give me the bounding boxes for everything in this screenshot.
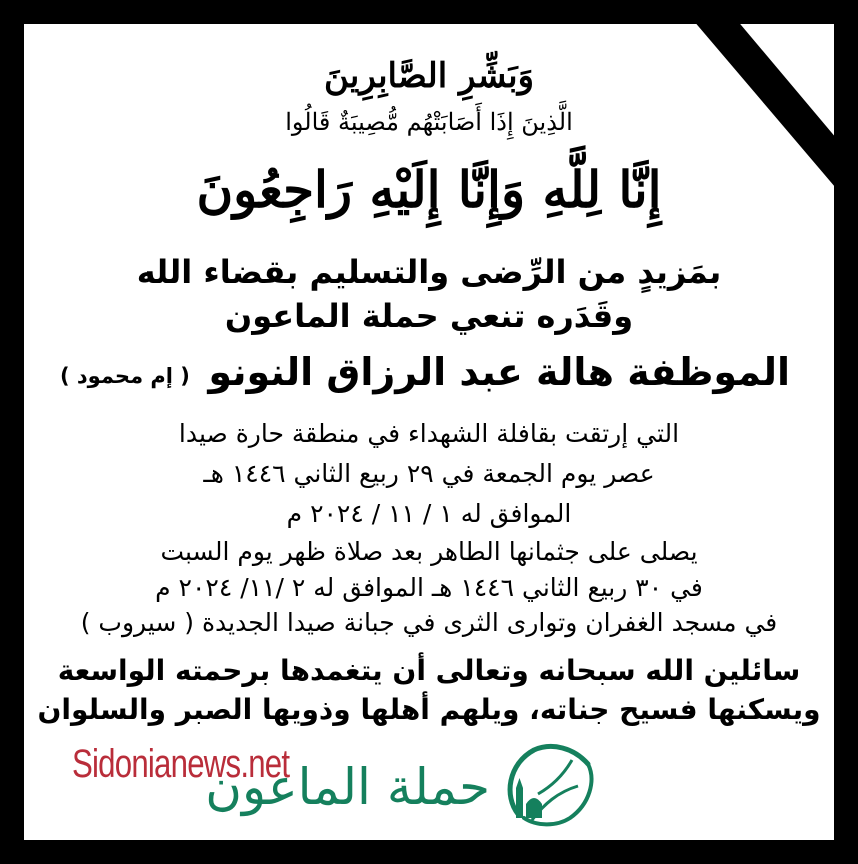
- verse-line-2: الَّذِينَ إِذَا أَصَابَتْهُم مُّصِيبَةٌ قَالُوا: [285, 108, 573, 136]
- verse-line-1: وَبَشِّرِ الصَّابِرِينَ: [323, 56, 535, 96]
- body-line-6: في مسجد الغفران وتوارى الثرى في جبانة صيدا الجديدة ( سيروب ): [80, 608, 778, 637]
- prayer-line-2: ويسكنها فسيح جناته، ويلهم أهلها وذويها الصبر والسلوان: [37, 693, 821, 726]
- prayer-line-1: سائلين الله سبحانه وتعالى أن يتغمدها برحمته الواسعة: [57, 654, 801, 687]
- body-line-3: الموافق له ١ / ١١ / ٢٠٢٤ م: [286, 499, 572, 528]
- site-watermark: Sidonianews.net: [72, 742, 290, 786]
- deceased-alias: ( إم محمود ): [60, 364, 190, 388]
- hands-mosque-logo-icon: [498, 734, 604, 834]
- body-line-4: يصلى على جثمانها الطاهر بعد صلاة ظهر يوم السبت: [160, 537, 698, 566]
- header-line-1: بمَزيدٍ من الرِّضى والتسليم بقضاء الله: [136, 253, 722, 291]
- body-line-5: في ٣٠ ربيع الثاني ١٤٤٦ هـ الموافق له ٢ /١١/ ٢٠٢٤ م: [155, 573, 703, 602]
- organization-logo-text: حملة الماعون: [205, 758, 490, 816]
- deceased-row: [60, 350, 790, 402]
- header-line-2: وقَدَره تنعي حملة الماعون: [224, 297, 634, 335]
- body-line-2: عصر يوم الجمعة في ٢٩ ربيع الثاني ١٤٤٦ هـ: [203, 459, 655, 488]
- verse-line-3: إِنَّا لِلَّهِ وَإِنَّا إِلَيْهِ رَاجِعُونَ: [196, 160, 662, 219]
- deceased-name: الموظفة هالة عبد الرزاق النونو: [208, 350, 790, 394]
- body-line-1: التي إرتقت بقافلة الشهداء في منطقة حارة صيدا: [178, 419, 680, 448]
